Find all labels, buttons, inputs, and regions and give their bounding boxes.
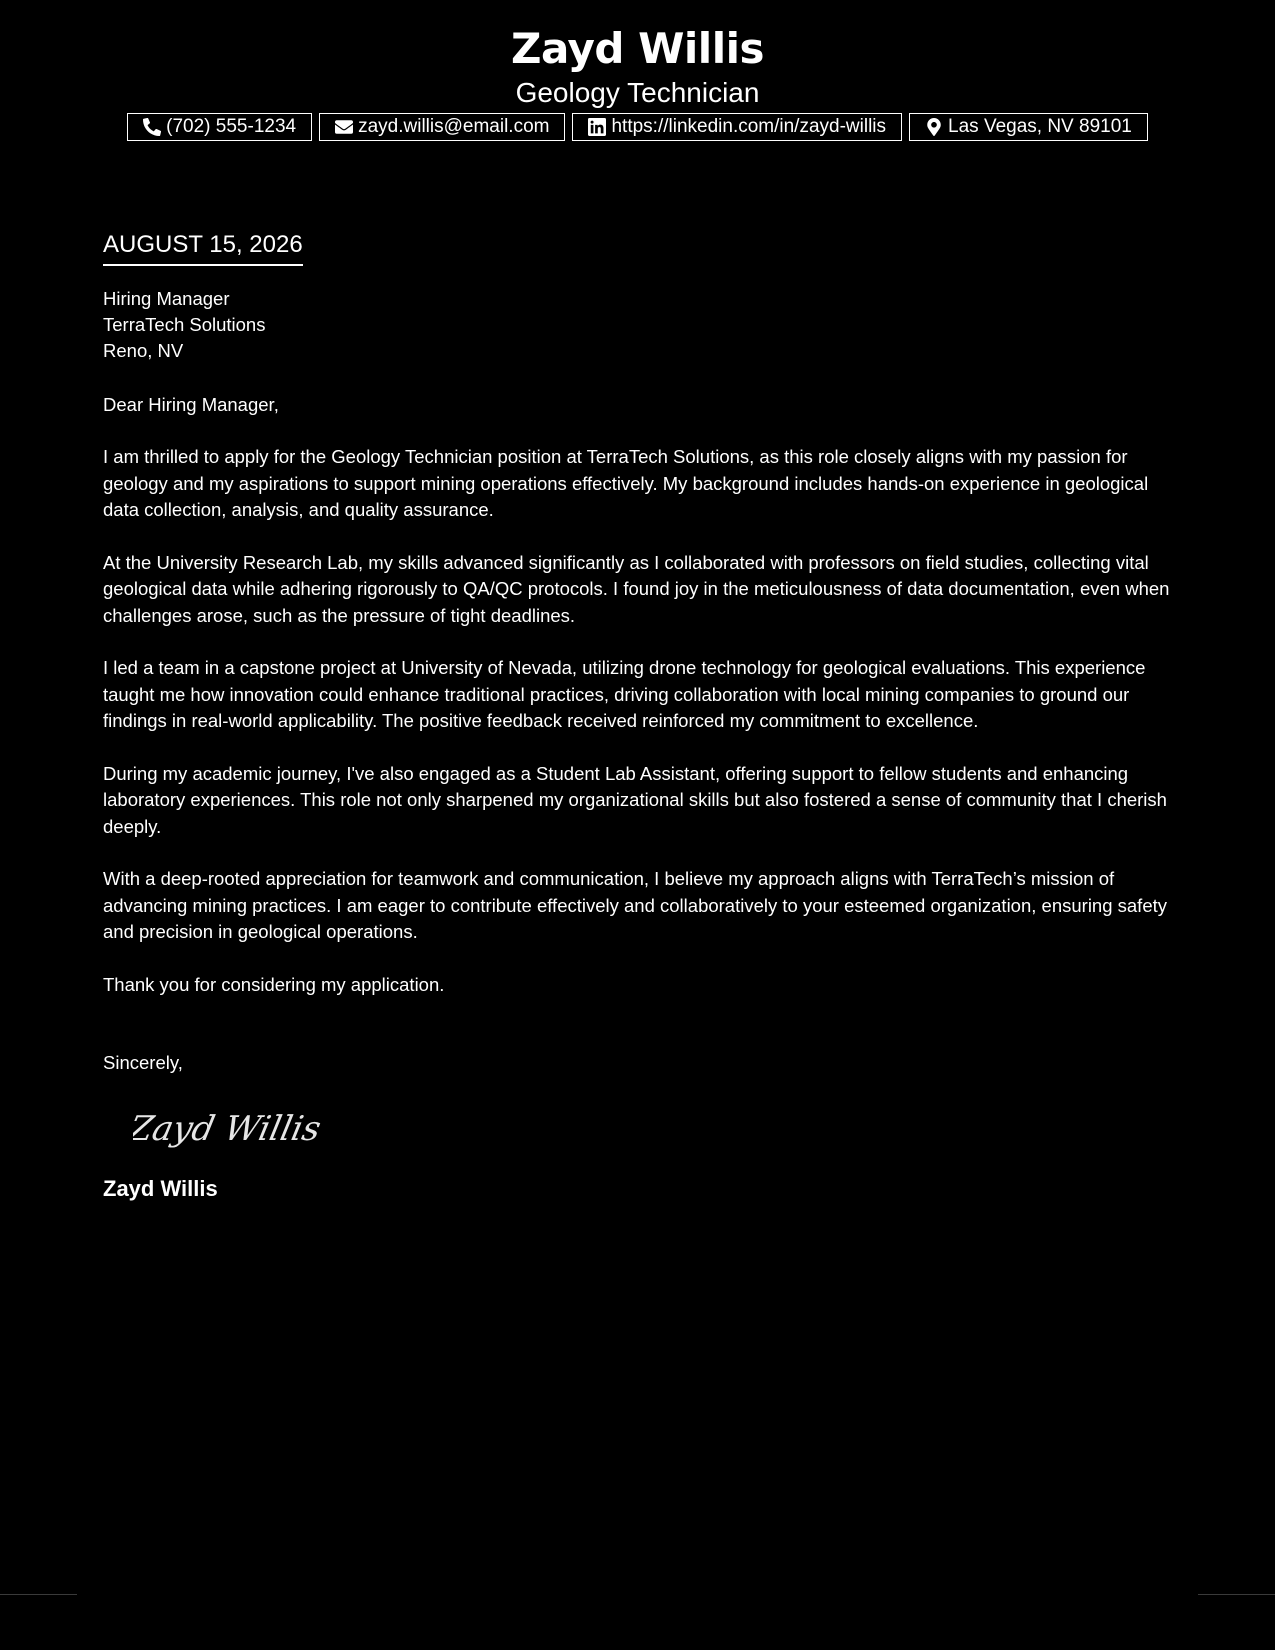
salutation: Dear Hiring Manager, (103, 394, 279, 415)
applicant-name: Zayd Willis (511, 24, 764, 73)
letter-body (103, 228, 1183, 1204)
contact-location[interactable] (909, 113, 1148, 141)
contact-email-text: zayd.willis@email.com (358, 116, 550, 137)
contact-location-text: Las Vegas, NV 89101 (948, 116, 1132, 137)
letter-date: AUGUST 15, 2026 (103, 228, 303, 266)
contact-linkedin-text: https://linkedin.com/in/zayd-willis (611, 116, 887, 137)
footer-divider-left (0, 1594, 77, 1595)
letter-header (0, 22, 1275, 110)
envelope-icon (335, 118, 353, 136)
svg-text:Zayd Willis: Zayd Willis (133, 1109, 325, 1149)
signer-name: Zayd Willis (103, 1176, 218, 1201)
job-title: Geology Technician (515, 77, 760, 108)
linkedin-icon (588, 118, 606, 136)
recipient-line: TerraTech Solutions (103, 314, 266, 335)
body-paragraph: Thank you for considering my application. (103, 973, 445, 995)
contact-email[interactable] (319, 113, 565, 141)
recipient-line: Hiring Manager (103, 288, 230, 309)
body-paragraph: I am thrilled to apply for the Geology Technician position at TerraTech Solutions, as this role closely aligns with my passion for geology and my aspirations to support mining operations effectively. My background includes hands-on experience in geological data collection, analysis, and quality assurance. (103, 446, 1149, 520)
recipient-block (103, 286, 1183, 364)
closing: Sincerely, (103, 1052, 183, 1073)
map-marker-icon (925, 118, 943, 136)
footer-divider-right (1198, 1594, 1275, 1595)
contact-linkedin[interactable] (572, 113, 902, 141)
contact-phone-text: (702) 555-1234 (166, 116, 297, 137)
signature-image (133, 1102, 1183, 1154)
contact-bar (0, 113, 1275, 141)
recipient-line: Reno, NV (103, 340, 184, 361)
body-paragraph: During my academic journey, I've also engaged as a Student Lab Assistant, offering support to fellow students and enhancing laboratory experiences. This role not only sharpened my organizational skills but also fostered a sense of community that I cherish deeply. (103, 762, 1167, 837)
phone-icon (143, 118, 161, 136)
handwritten-signature (133, 1102, 353, 1154)
contact-phone[interactable] (127, 113, 312, 141)
body-paragraph: With a deep-rooted appreciation for teamwork and communication, I believe my approach aligns with TerraTech’s mission of advancing mining practices. I am eager to contribute effectively and collaboratively to your esteemed organization, ensuring safety and precision in geological operations. (103, 868, 1168, 942)
body-paragraph: At the University Research Lab, my skills advanced significantly as I collaborated with professors on field studies, collecting vital geological data while adhering rigorously to QA/QC protocols. I found joy in the meticulousness of data documentation, even when challenges arose, such as the pressure of tight deadlines. (103, 551, 1170, 626)
body-paragraph: I led a team in a capstone project at University of Nevada, utilizing drone technology for geological evaluations. This experience taught me how innovation could enhance traditional practices, driving collaboration with local mining companies to ground our findings in real-world applicability. The positive feedback received reinforced my commitment to excellence. (103, 657, 1146, 731)
